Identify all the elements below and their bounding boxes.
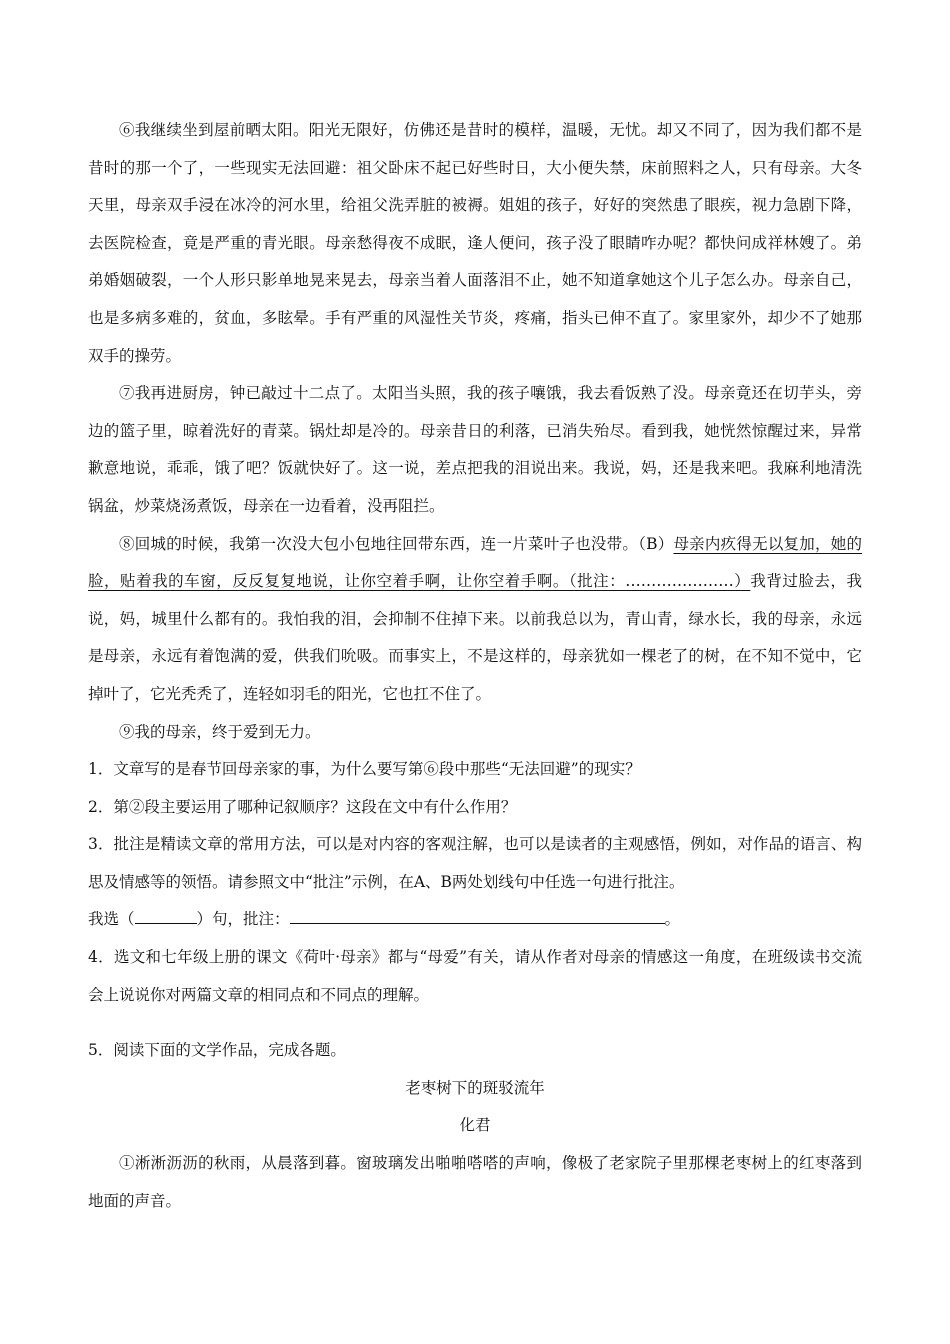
question-3: 3．批注是精读文章的常用方法，可以是对内容的客观注解，也可以是读者的主观感悟，例如，对作品的语言、构思及情感等的领悟。请参照文中“批注”示例，在A、B两处划线句中任选一句进行批注。 xyxy=(88,835,862,891)
question-2: 2．第②段主要运用了哪种记叙顺序？这段在文中有什么作用？ xyxy=(88,797,517,816)
question-4: 4．选文和七年级上册的课文《荷叶·母亲》都与“母爱”有关，请从作者对母亲的情感这一角度，在班级读书交流会上说说你对两篇文章的相同点和不同点的理解。 xyxy=(88,948,862,1004)
article-paragraph-1: ①淅淅沥沥的秋雨，从晨落到暮。窗玻璃发出啪啪嗒嗒的声响，像极了老家院子里那棵老枣树上的红枣落到地面的声音。 xyxy=(88,1154,862,1210)
paragraph-7: ⑦我再进厨房，钟已敲过十二点了。太阳当头照，我的孩子嚷饿，我去看饭熟了没。母亲竟还在切芋头，旁边的篮子里，晾着洗好的青菜。锅灶却是冷的。母亲昔日的利落，已消失殆尽。看到我，她恍然惊醒过来，异常歉意地说，乖乖，饿了吧？饭就快好了。这一说，差点把我的泪说出来。我说，妈，还是我来吧。我麻利地清洗锅盆，炒菜烧汤煮饭，母亲在一边看着，没再阻拦。 xyxy=(88,384,862,515)
paragraph-8 xyxy=(88,526,862,714)
annotation-blank[interactable] xyxy=(290,909,665,924)
answer-end: 。 xyxy=(664,910,681,929)
question-3-answer-line xyxy=(88,901,862,939)
answer-prefix: 我选（ xyxy=(88,910,135,929)
article-author: 化君 xyxy=(459,1116,491,1135)
section-gap xyxy=(88,1014,862,1032)
article-title: 老枣树下的斑驳流年 xyxy=(405,1078,545,1097)
answer-middle: ）句，批注： xyxy=(196,910,290,929)
underlined-sentence-b: 母亲内疚得无以复加，她的脸，贴着我的车窗，反反复复地说，让你空着手啊，让你空着手啊。（批注：…………………） xyxy=(88,534,862,591)
paragraph-9: ⑨我的母亲，终于爱到无力。 xyxy=(119,722,321,741)
document-content xyxy=(88,112,862,1220)
paragraph-8-rest: 我背过脸去，我说，妈，城里什么都有的。我怕我的泪，会抑制不住掉下来。以前我总以为，青山青，绿水长，我的母亲，永远是母亲，永远有着饱满的爱，供我们吮吸。而事实上，不是这样的，母亲犹如一棵老了的树，在不知不觉中，它掉叶了，它光秃秃了，连轻如羽毛的阳光，它也扛不住了。 xyxy=(88,572,862,703)
question-1: 1．文章写的是春节回母亲家的事，为什么要写第⑥段中那些“无法回避”的现实？ xyxy=(88,760,641,779)
paragraph-8-lead: ⑧回城的时候，我第一次没大包小包地往回带东西，连一片菜叶子也没带。（B） xyxy=(119,534,674,553)
sentence-choice-blank[interactable] xyxy=(135,909,197,924)
question-5: 5．阅读下面的文学作品，完成各题。 xyxy=(88,1041,346,1060)
paragraph-6: ⑥我继续坐到屋前晒太阳。阳光无限好，仿佛还是昔时的模样，温暖，无忧。却又不同了，因为我们都不是昔时的那一个了，一些现实无法回避：祖父卧床不起已好些时日，大小便失禁，床前照料之人，只有母亲。大冬天里，母亲双手浸在冰冷的河水里，给祖父洗弄脏的被褥。姐姐的孩子，好好的突然患了眼疾，视力急剧下降，去医院检查，竟是严重的青光眼。母亲愁得夜不成眠，逢人便问，孩子没了眼睛咋办呢？都快问成祥林嫂了。弟弟婚姻破裂，一个人形只影单地晃来晃去，母亲当着人面落泪不止，她不知道拿她这个儿子怎么办。母亲自己，也是多病多难的，贫血，多眩晕。手有严重的风湿性关节炎，疼痛，指头已伸不直了。家里家外，却少不了她那双手的操劳。 xyxy=(88,121,862,365)
